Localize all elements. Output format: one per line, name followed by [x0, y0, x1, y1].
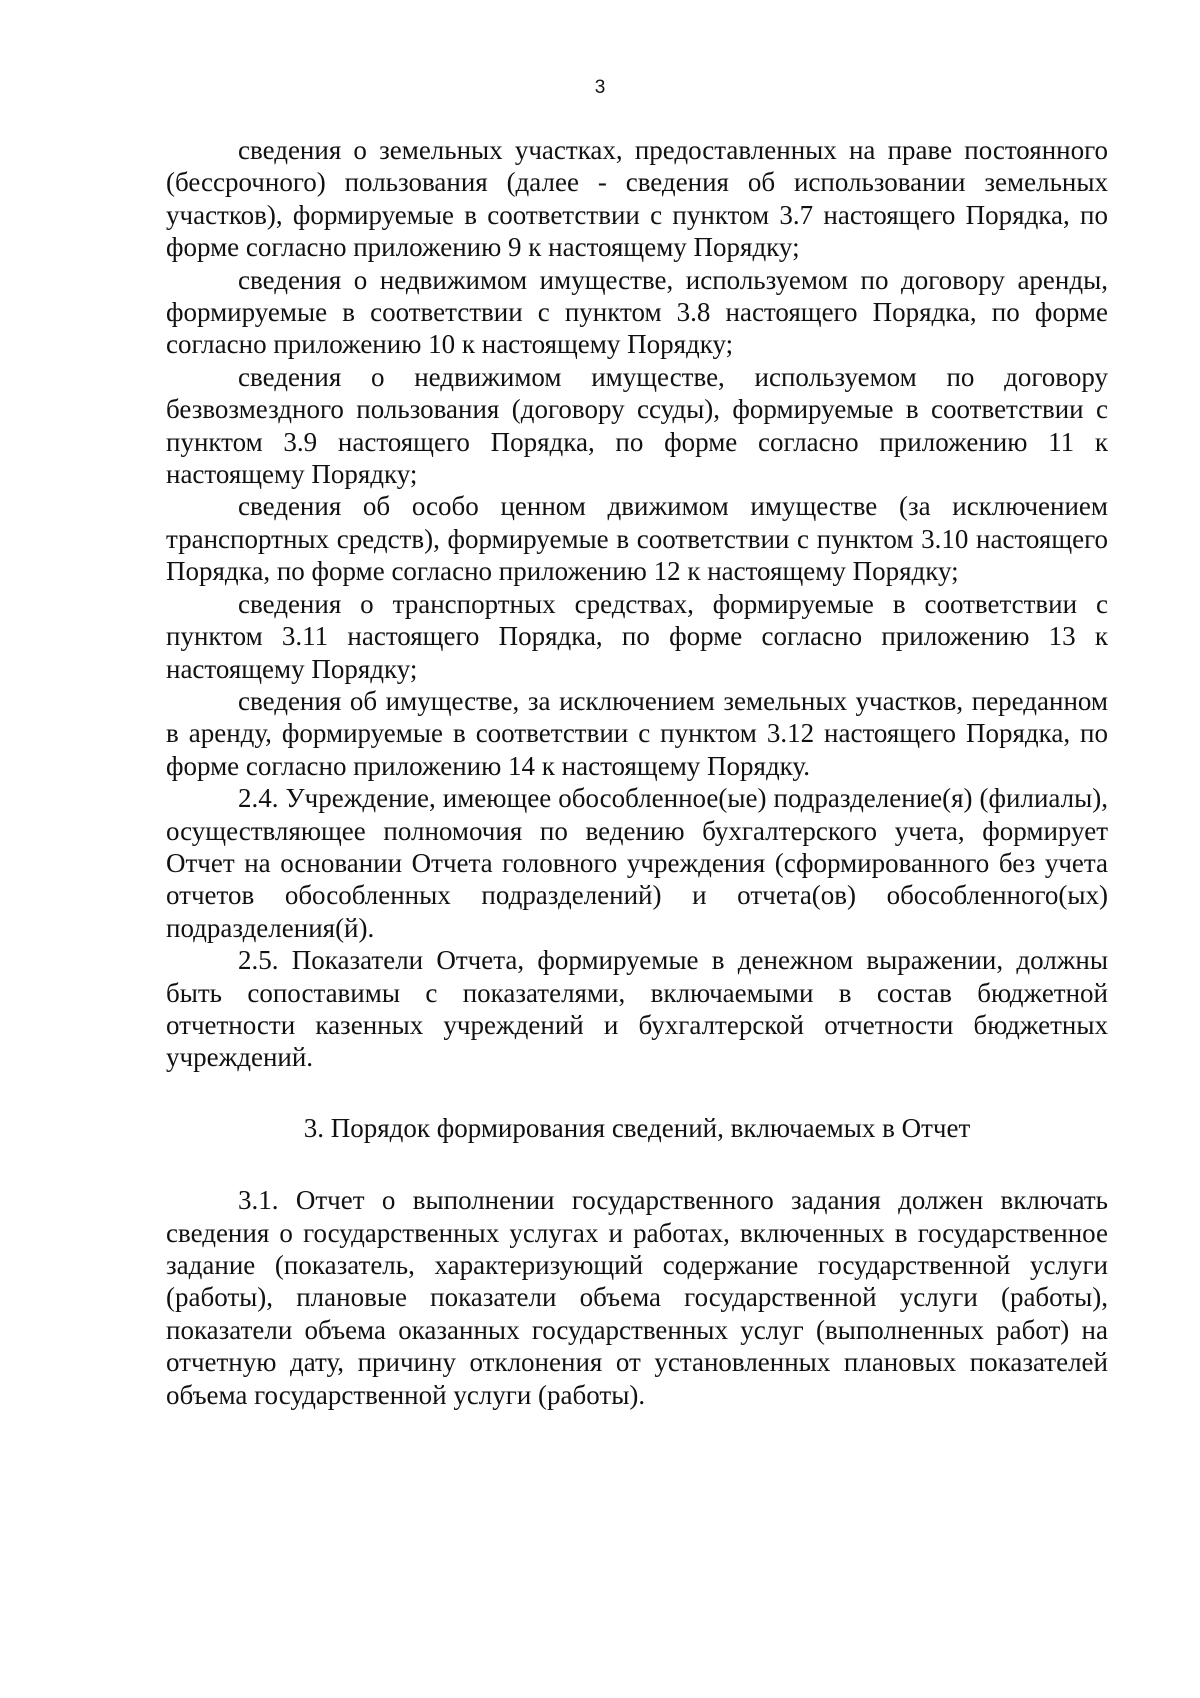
paragraph-2-5: 2.5. Показатели Отчета, формируемые в денежном выражении, должны быть сопоставимы с показателями, включаемыми в состав бюджетной отчетности казенных учреждений и бухгалтерской отчетности бюджетных учреждений. — [166, 945, 1108, 1073]
document-body — [166, 134, 1108, 1411]
paragraph-2-4: 2.4. Учреждение, имеющее обособленное(ые) подразделение(я) (филиалы), осуществляющее полномочия по ведению бухгалтерского учета, формирует Отчет на основании Отчета головного учреждения (сформированного без учета отчетов обособленных подразделений) и отчета(ов) обособленного(ых) подразделения(й). — [166, 783, 1108, 943]
paragraph-land-plots: сведения о земельных участках, предоставленных на праве постоянного (бессрочного) пользования (далее - сведения об использовании земельных участков), формируемые в соответствии с пунктом 3.7 настоящего Порядка, по форме согласно приложению 9 к настоящему Порядку; — [166, 135, 1108, 263]
spacer — [166, 1144, 1108, 1184]
page-number: 3 — [594, 77, 606, 98]
paragraph-leased-real-estate: сведения о недвижимом имуществе, используемом по договору аренды, формируемые в соответствии с пунктом 3.8 настоящего Порядка, по форме согласно приложению 10 к настоящему Порядку; — [166, 264, 1108, 360]
paragraph-free-use-real-estate: сведения о недвижимом имуществе, используемом по договору безвозмездного пользования (договору ссуды), формируемые в соответствии с пунктом 3.9 настоящего Порядка, по форме согласно приложению 11 к настоящему Порядку; — [166, 361, 1108, 490]
paragraph-3-1: 3.1. Отчет о выполнении государственного задания должен включать сведения о государственных услугах и работах, включенных в государственное задание (показатель, характеризующий содержание государственной услуги (работы), плановые показатели объема государственной услуги (работы), показатели объема оказанных государственных услуг (выполненных работ) на отчетную дату, причину отклонения от установленных плановых показателей объема государственной услуги (работы). — [166, 1185, 1108, 1410]
section-heading: 3. Порядок формирования сведений, включаемых в Отчет — [303, 1112, 971, 1143]
spacer — [166, 1074, 1108, 1112]
paragraph-valuable-movable-property: сведения об особо ценном движимом имуществе (за исключением транспортных средств), формируемые в соответствии с пунктом 3.10 настоящего Порядка, по форме согласно приложению 12 к настоящему Порядку; — [166, 491, 1108, 587]
paragraph-property-leased-out: сведения об имуществе, за исключением земельных участков, переданном в аренду, формируемые в соответствии с пунктом 3.12 настоящего Порядка, по форме согласно приложению 14 к настоящему Порядку. — [166, 685, 1108, 781]
paragraph-vehicles: сведения о транспортных средствах, формируемые в соответствии с пунктом 3.11 настоящего Порядка, по форме согласно приложению 13 к настоящему Порядку; — [166, 588, 1108, 684]
